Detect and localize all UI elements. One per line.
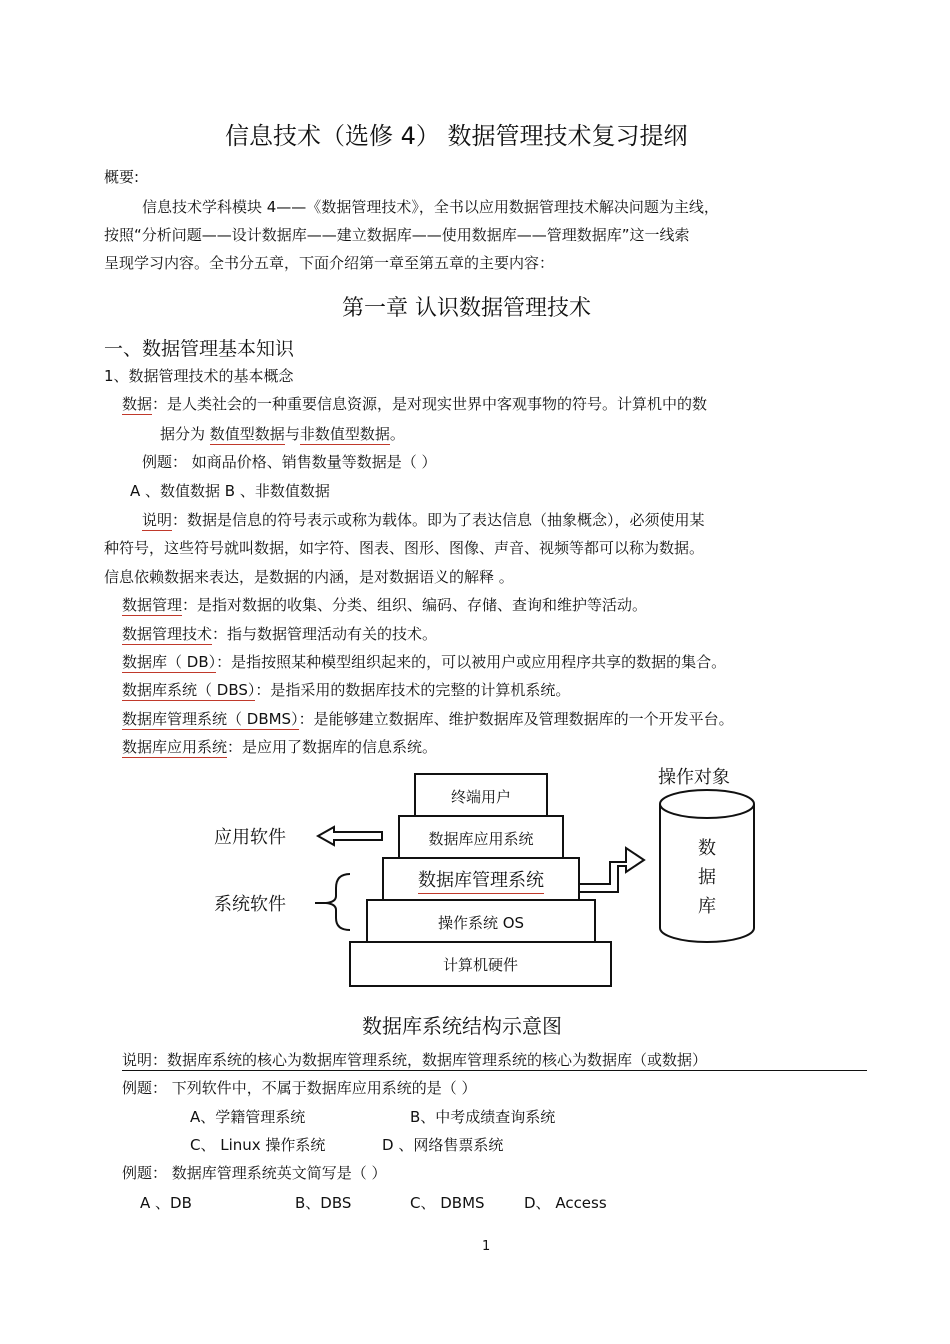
layer-hardware-label: 计算机硬件 <box>442 955 518 974</box>
layer-dbms <box>382 857 580 903</box>
layer-os-label: 操作系统 OS <box>437 913 525 932</box>
brace-icon <box>326 874 350 930</box>
layer-end-user-label: 终端用户 <box>450 787 511 806</box>
def-text: ：是能够建立数据库、维护数据库及管理数据库的一个开发平台。 <box>298 710 734 728</box>
term-dbs: 数据库系统（ DBS） <box>122 681 256 699</box>
data-definition-text: ：是人类社会的一种重要信息资源，是对现实世界中客观事物的符号。计算机中的数 <box>152 395 708 413</box>
overview-line-1: 信息技术学科模块 4——《数据管理技术》，全书以应用数据管理技术解决问题为主线， <box>142 198 719 216</box>
cylinder-char-1: 数 <box>698 838 716 859</box>
overview-label: 概要: <box>104 168 140 186</box>
example2-option-b: B、中考成绩查询系统 <box>410 1108 556 1126</box>
example2-option-c: C、 Linux 操作系统 <box>190 1136 326 1154</box>
label-operation-object: 操作对象 <box>658 767 730 788</box>
overview-line-2: 按照“分析问题——设计数据库——建立数据库——使用数据库——管理数据库”这一线索 <box>104 226 690 244</box>
term-data: 数据 <box>122 395 153 413</box>
layer-end-user <box>414 773 548 819</box>
note2: 说明：数据库系统的核心为数据库管理系统，数据库管理系统的核心为数据库（或数据） <box>122 1049 867 1071</box>
label-app-software: 应用软件 <box>214 827 286 848</box>
example2-question: 例题： 下列软件中，不属于数据库应用系统的是（ ） <box>122 1079 477 1097</box>
left-arrow-icon <box>318 827 382 845</box>
example1-question: 例题： 如商品价格、销售数量等数据是（ ） <box>142 453 437 471</box>
example3-option-d: D、 Access <box>524 1194 607 1212</box>
def-text: ：是应用了数据库的信息系统。 <box>227 738 438 756</box>
layer-db-app-system <box>398 815 564 861</box>
diagram-caption: 数据库系统结构示意图 <box>362 1014 562 1038</box>
example2-option-d: D 、网络售票系统 <box>382 1136 504 1154</box>
note1-line3: 信息依赖数据来表达，是数据的内涵，是对数据语义的解释 。 <box>104 568 514 586</box>
data-split-text: 据分为 <box>160 425 206 443</box>
data-end: 。 <box>389 425 405 443</box>
data-and: 与 <box>284 425 300 443</box>
example2-option-a: A、学籍管理系统 <box>190 1108 306 1126</box>
term-note: 说明 <box>142 511 173 529</box>
term-db: 数据库（ DB） <box>122 653 217 671</box>
layer-db-app-system-label: 数据库应用系统 <box>428 829 534 848</box>
layer-os <box>366 899 596 945</box>
chapter-heading: 第一章 认识数据管理技术 <box>342 296 591 321</box>
def-text: ：指与数据管理活动有关的技术。 <box>212 625 438 643</box>
term-nonnumeric-data: 非数值型数据 <box>299 425 390 443</box>
example3-option-b: B、DBS <box>295 1194 352 1212</box>
page-number: 1 <box>482 1239 491 1254</box>
right-arrow-icon <box>578 848 644 892</box>
term-dbas: 数据库应用系统 <box>122 738 228 756</box>
term-data-management-tech: 数据管理技术 <box>122 625 213 643</box>
layer-dbms-label: 数据库管理系统 <box>418 866 544 894</box>
overview-line-3: 呈现学习内容。全书分五章，下面介绍第一章至第五章的主要内容： <box>104 254 555 272</box>
def-text: ：是指采用的数据库技术的完整的计算机系统。 <box>255 681 571 699</box>
term-numeric-data: 数值型数据 <box>209 425 285 443</box>
subsection-heading: 1、数据管理技术的基本概念 <box>104 367 294 385</box>
label-sys-software: 系统软件 <box>214 894 286 915</box>
example3-option-c: C、 DBMS <box>410 1194 485 1212</box>
note1-text: ：数据是信息的符号表示或称为载体。即为了表达信息（抽象概念），必须使用某 <box>172 511 705 529</box>
layer-hardware <box>349 941 612 987</box>
cylinder-char-2: 据 <box>698 867 716 888</box>
cylinder-char-3: 库 <box>698 896 716 917</box>
page-title: 信息技术（选修 4） 数据管理技术复习提纲 <box>225 122 688 150</box>
example3-option-a: A 、DB <box>140 1194 192 1212</box>
example3-question: 例题： 数据库管理系统英文简写是（ ） <box>122 1164 387 1182</box>
def-text: ：是指对数据的收集、分类、组织、编码、存储、查询和维护等活动。 <box>182 596 648 614</box>
def-text: ：是指按照某种模型组织起来的，可以被用户或应用程序共享的数据的集合。 <box>216 653 727 671</box>
term-dbms: 数据库管理系统（ DBMS） <box>122 710 299 728</box>
term-data-management: 数据管理 <box>122 596 183 614</box>
example1-options: A 、数值数据 B 、非数值数据 <box>130 482 330 500</box>
note1-line2: 种符号，这些符号就叫数据，如字符、图表、图形、图像、声音、视频等都可以称为数据。 <box>104 539 705 557</box>
section-heading: 一、数据管理基本知识 <box>104 338 295 360</box>
